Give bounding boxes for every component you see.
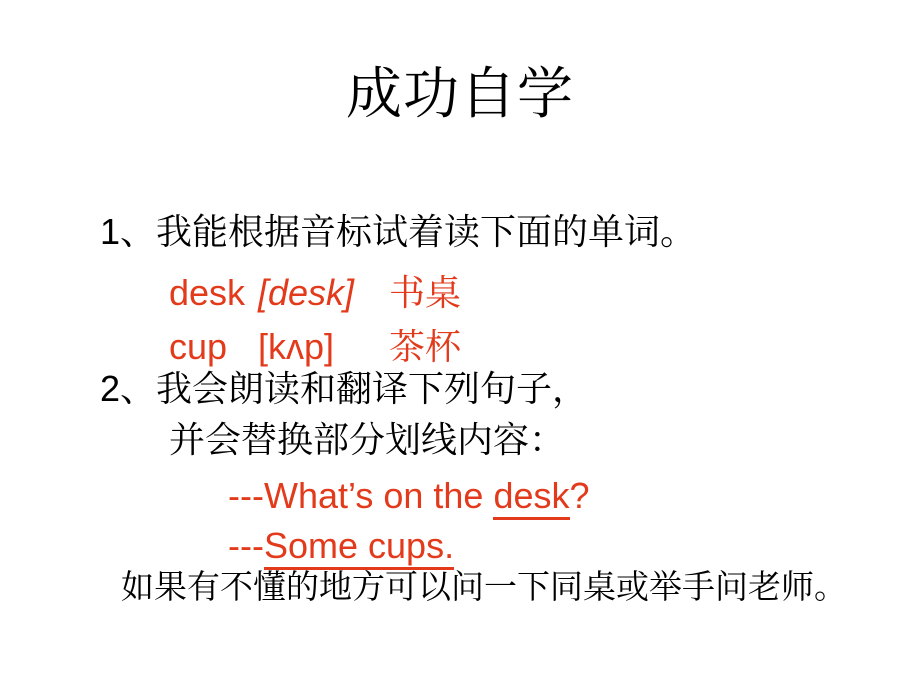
- vocab-word: cup: [169, 326, 228, 367]
- dialogue-dashes: ---: [228, 475, 264, 516]
- task-one-number: 1、: [100, 211, 157, 252]
- task-one-text: 我能根据音标试着读下面的单词。: [156, 212, 697, 252]
- dialogue-underlined-word: desk: [493, 475, 569, 520]
- note-line: [88, 527, 847, 651]
- slide-title: 成功自学: [346, 64, 574, 126]
- vocab-phonetic: [desk]: [258, 272, 355, 313]
- dialogue-dashes: ---: [228, 525, 264, 566]
- vocab-phonetic: [kʌp]: [258, 326, 335, 367]
- task-two-continuation-text: 并会替换部分划线内容：: [169, 420, 566, 460]
- task-two-text: 我会朗读和翻译下列句子，: [156, 369, 589, 409]
- vocab-meaning: 茶杯: [389, 327, 462, 367]
- task-two-number: 2、: [100, 368, 157, 409]
- dialogue-question-mark: ?: [569, 475, 590, 516]
- note-text: 如果有不懂的地方可以问一下同桌或举手问老师。: [121, 570, 847, 607]
- vocab-word: desk: [169, 272, 246, 313]
- vocab-meaning: 书桌: [389, 273, 462, 313]
- dialogue-answer-text: Some cups.: [264, 525, 454, 570]
- dialogue-question-text: What’s on the: [263, 475, 494, 516]
